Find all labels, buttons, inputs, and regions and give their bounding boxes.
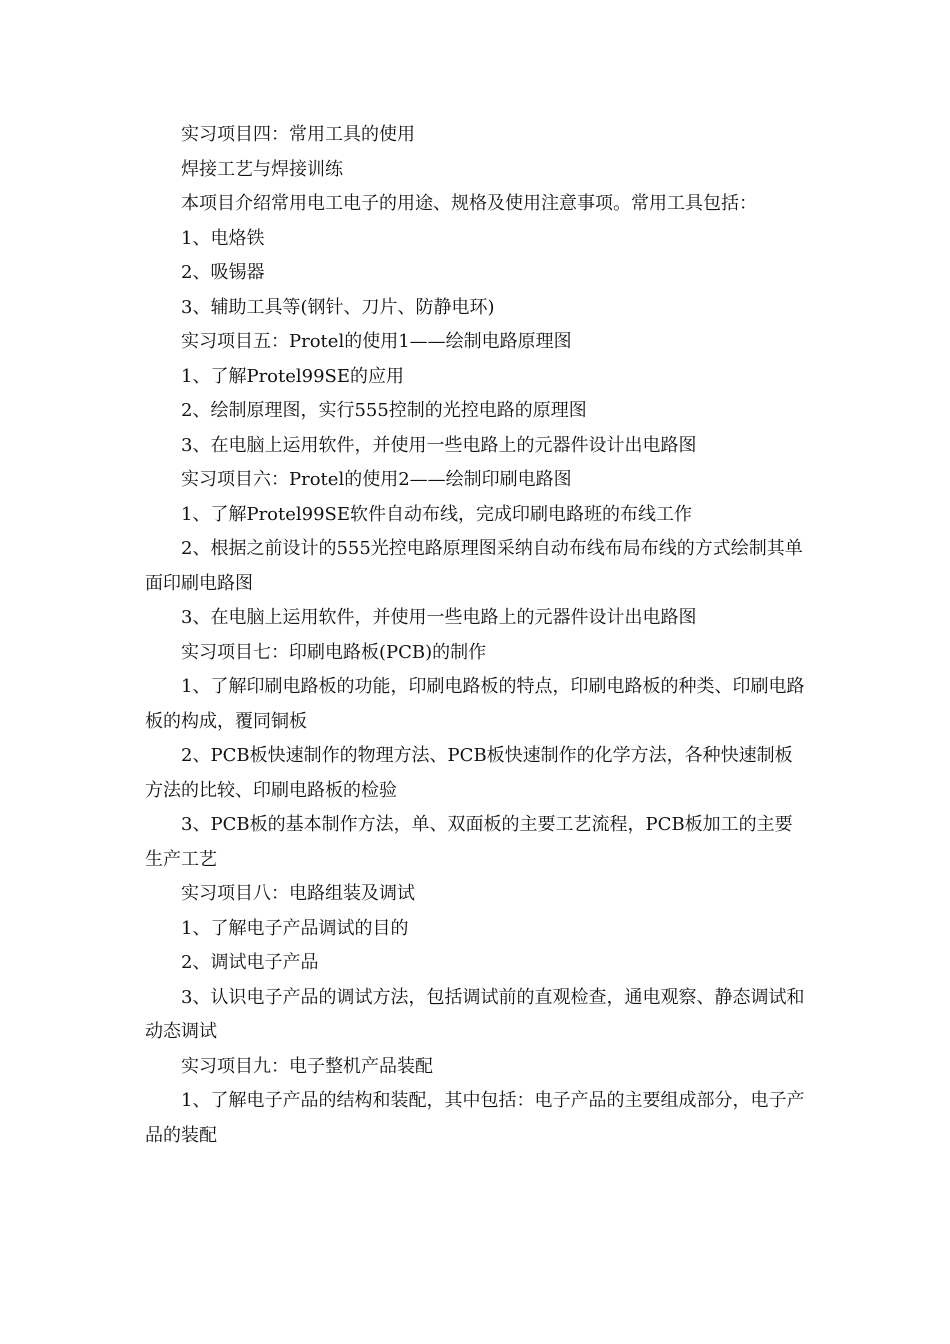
section-heading-project-8: 实习项目八：电路组装及调试: [181, 883, 415, 904]
list-item: 3、认识电子产品的调试方法，包括调试前的直观检查，通电观察、静态调试和动态调试: [145, 986, 805, 1042]
subheading-welding: 焊接工艺与焊接训练: [181, 158, 343, 180]
list-item: 1、了解Protel99SE软件自动布线，完成印刷电路班的布线工作: [181, 503, 693, 525]
section-heading-project-5: 实习项目五：Protel的使用1——绘制电路原理图: [181, 331, 572, 352]
list-item: 3、辅助工具等(钢针、刀片、防静电环): [181, 296, 495, 318]
list-item: 1、了解电子产品的结构和装配，其中包括：电子产品的主要组成部分，电子产品的装配: [145, 1090, 805, 1146]
list-item: 2、调试电子产品: [181, 952, 319, 973]
list-item: 1、了解电子产品调试的目的: [181, 917, 409, 939]
section-heading-project-6: 实习项目六：Protel的使用2——绘制印刷电路图: [181, 469, 572, 490]
list-item: 3、在电脑上运用软件，并使用一些电路上的元器件设计出电路图: [181, 607, 697, 628]
section-heading-project-4: 实习项目四：常用工具的使用: [181, 124, 415, 145]
paragraph-intro: 本项目介绍常用电工电子的用途、规格及使用注意事项。常用工具包括：: [181, 193, 757, 214]
list-item: 3、PCB板的基本制作方法，单、双面板的主要工艺流程，PCB板加工的主要生产工艺: [145, 814, 793, 870]
section-heading-project-9: 实习项目九：电子整机产品装配: [181, 1055, 433, 1077]
list-item: 1、电烙铁: [181, 227, 265, 249]
document-body: [145, 118, 810, 1153]
list-item: 1、了解印刷电路板的功能，印刷电路板的特点，印刷电路板的种类、印刷电路板的构成，覆同铜板: [145, 676, 805, 732]
list-item: 2、绘制原理图，实行555控制的光控电路的原理图: [181, 400, 587, 421]
list-item: 3、在电脑上运用软件，并使用一些电路上的元器件设计出电路图: [181, 434, 697, 456]
list-item: 2、PCB板快速制作的物理方法、PCB板快速制作的化学方法，各种快速制板方法的比较、印刷电路板的检验: [145, 745, 793, 801]
section-heading-project-7: 实习项目七：印刷电路板(PCB)的制作: [181, 641, 487, 663]
list-item: 2、吸锡器: [181, 262, 265, 283]
list-item: 1、了解Protel99SE的应用: [181, 365, 405, 387]
list-item: 2、根据之前设计的555光控电路原理图采纳自动布线布局布线的方式绘制其单面印刷电路图: [145, 538, 803, 594]
